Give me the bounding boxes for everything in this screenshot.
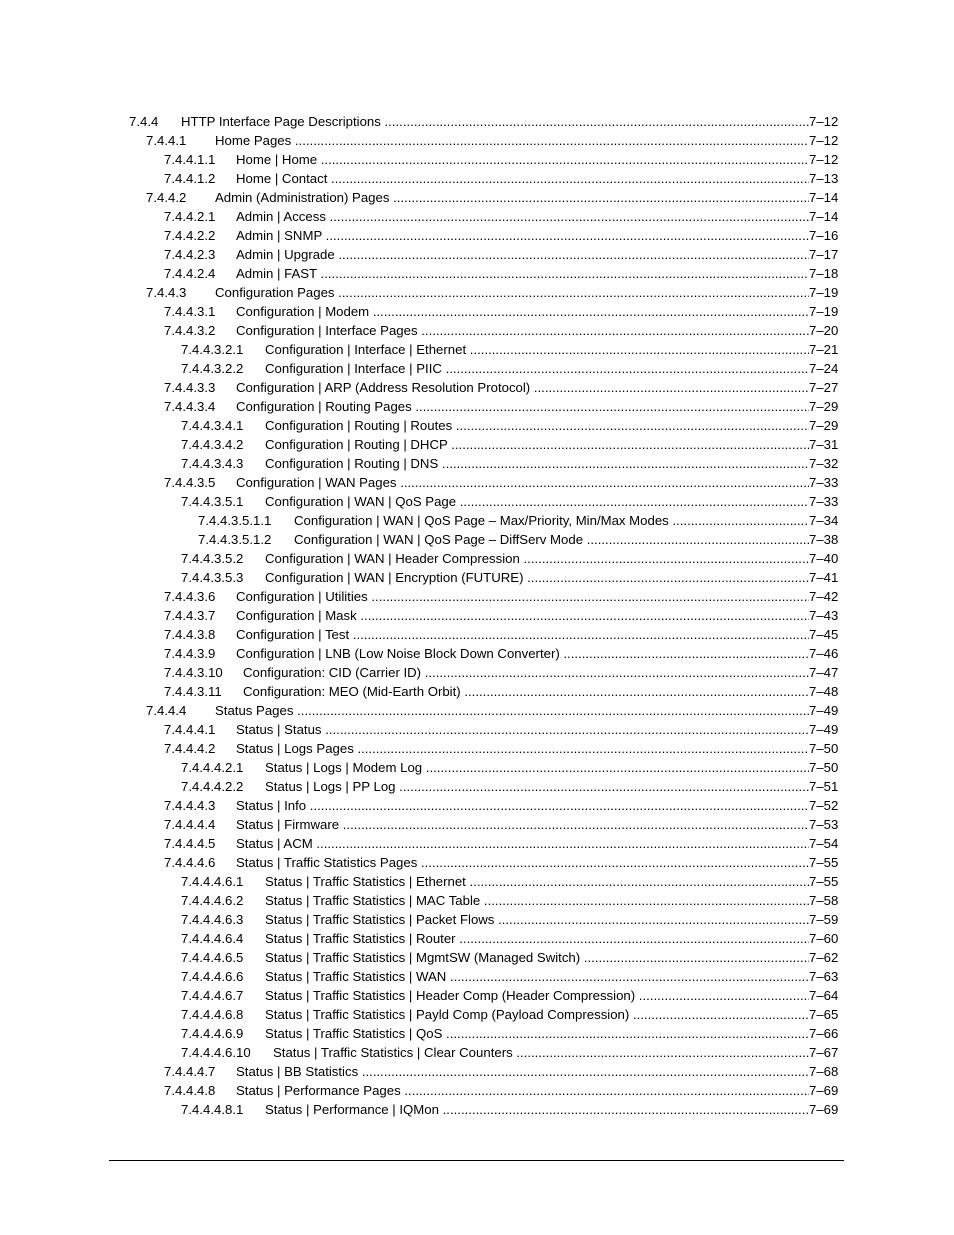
toc-entry[interactable] bbox=[0, 416, 954, 435]
toc-title: Status | Traffic Statistics | Packet Flows bbox=[265, 912, 495, 927]
toc-title: Configuration | WAN Pages bbox=[236, 475, 397, 490]
toc-title-with-leader bbox=[243, 682, 809, 701]
toc-title: Configuration | WAN | QoS Page – Max/Priority, Min/Max Modes bbox=[294, 513, 669, 528]
toc-page-number: 7–29 bbox=[809, 397, 841, 416]
toc-entry[interactable] bbox=[0, 131, 954, 150]
toc-entry[interactable] bbox=[0, 796, 954, 815]
toc-title-with-leader bbox=[265, 986, 809, 1005]
toc-title-with-leader bbox=[294, 511, 809, 530]
toc-section-number: 7.4.4.4.6.6 bbox=[181, 969, 244, 984]
toc-entry[interactable] bbox=[0, 302, 954, 321]
toc-page-number: 7–19 bbox=[809, 283, 841, 302]
toc-section-number: 7.4.4.3.10 bbox=[164, 665, 223, 680]
toc-title: Configuration | ARP (Address Resolution Protocol) bbox=[236, 380, 531, 395]
toc-section-number: 7.4.4.3.3 bbox=[164, 380, 216, 395]
toc-section-number: 7.4.4.4.6.7 bbox=[181, 988, 244, 1003]
toc-entry[interactable] bbox=[0, 606, 954, 625]
toc-entry[interactable] bbox=[0, 359, 954, 378]
toc-title: Configuration | WAN | QoS Page – DiffServ Mode bbox=[294, 532, 584, 547]
toc-title: Home | Contact bbox=[236, 171, 328, 186]
toc-section-number: 7.4.4.3.4.2 bbox=[181, 437, 244, 452]
toc-title-with-leader bbox=[265, 948, 809, 967]
toc-entry[interactable] bbox=[0, 169, 954, 188]
toc-section-number: 7.4.4.4.6.4 bbox=[181, 931, 244, 946]
toc-entry[interactable] bbox=[0, 891, 954, 910]
toc-title: Admin | Upgrade bbox=[236, 247, 335, 262]
toc-title: Status Pages bbox=[215, 703, 294, 718]
toc-section-number: 7.4.4.4.6.8 bbox=[181, 1007, 244, 1022]
toc-page-number: 7–51 bbox=[809, 777, 841, 796]
toc-title-with-leader bbox=[236, 302, 809, 321]
toc-title-with-leader bbox=[265, 359, 809, 378]
toc-page-number: 7–12 bbox=[809, 112, 841, 131]
toc-title-with-leader bbox=[236, 853, 809, 872]
toc-entry[interactable] bbox=[0, 663, 954, 682]
toc-entry[interactable] bbox=[0, 1024, 954, 1043]
toc-title: Admin (Administration) Pages bbox=[215, 190, 390, 205]
toc-entry[interactable] bbox=[0, 530, 954, 549]
toc-entry[interactable] bbox=[0, 264, 954, 283]
toc-page-number: 7–20 bbox=[809, 321, 841, 340]
toc-title: Status | Traffic Statistics | Router bbox=[265, 931, 456, 946]
toc-title: Configuration: CID (Carrier ID) bbox=[243, 665, 422, 680]
toc-title-with-leader bbox=[243, 663, 809, 682]
toc-page-number: 7–14 bbox=[809, 188, 841, 207]
toc-section-number: 7.4.4.3.11 bbox=[164, 684, 222, 699]
toc-title-with-leader bbox=[236, 245, 809, 264]
toc-title: Configuration | WAN | Header Compression bbox=[265, 551, 520, 566]
toc-entry[interactable] bbox=[0, 150, 954, 169]
toc-page-number: 7–33 bbox=[809, 492, 841, 511]
toc-title: Configuration | Modem bbox=[236, 304, 370, 319]
toc-entry[interactable] bbox=[0, 853, 954, 872]
toc-title: Configuration | Routing | Routes bbox=[265, 418, 453, 433]
toc-title: Status | Performance | IQMon bbox=[265, 1102, 439, 1117]
toc-title: Status | Logs Pages bbox=[236, 741, 354, 756]
toc-title-with-leader bbox=[236, 739, 809, 758]
toc-page-number: 7–29 bbox=[809, 416, 841, 435]
toc-title: Status | Traffic Statistics | Header Comp (Header Compression) bbox=[265, 988, 636, 1003]
toc-page-number: 7–27 bbox=[809, 378, 841, 397]
toc-title-with-leader bbox=[236, 150, 809, 169]
toc-title-with-leader bbox=[236, 796, 809, 815]
toc-page-number: 7–18 bbox=[809, 264, 841, 283]
toc-entry[interactable] bbox=[0, 1043, 954, 1062]
toc-title-with-leader bbox=[265, 891, 809, 910]
toc-page-number: 7–43 bbox=[809, 606, 841, 625]
toc-section-number: 7.4.4.4.6.1 bbox=[181, 874, 244, 889]
toc-section-number: 7.4.4.3.1 bbox=[164, 304, 216, 319]
toc-section-number: 7.4.4.4 bbox=[146, 703, 187, 718]
toc-page-number: 7–12 bbox=[809, 150, 841, 169]
toc-title: Status | Traffic Statistics | Clear Counters bbox=[273, 1045, 513, 1060]
toc-entry[interactable] bbox=[0, 321, 954, 340]
toc-title-with-leader bbox=[236, 644, 809, 663]
toc-entry[interactable] bbox=[0, 986, 954, 1005]
toc-title-with-leader bbox=[236, 606, 809, 625]
toc-page-number: 7–45 bbox=[809, 625, 841, 644]
toc-page-number: 7–40 bbox=[809, 549, 841, 568]
toc-section-number: 7.4.4.4.1 bbox=[164, 722, 216, 737]
toc-entry[interactable] bbox=[0, 739, 954, 758]
toc-page-number: 7–67 bbox=[809, 1043, 841, 1062]
toc-entry[interactable] bbox=[0, 568, 954, 587]
toc-entry[interactable] bbox=[0, 910, 954, 929]
toc-title: Configuration | Routing | DHCP bbox=[265, 437, 448, 452]
toc-title-with-leader bbox=[265, 1005, 809, 1024]
toc-entry[interactable] bbox=[0, 454, 954, 473]
toc-title-with-leader bbox=[236, 207, 809, 226]
toc-section-number: 7.4.4.3.6 bbox=[164, 589, 216, 604]
toc-entry[interactable] bbox=[0, 625, 954, 644]
toc-title-with-leader bbox=[265, 758, 809, 777]
toc-title-with-leader bbox=[236, 264, 809, 283]
toc-title: Configuration | LNB (Low Noise Block Down Converter) bbox=[236, 646, 560, 661]
toc-section-number: 7.4.4.4.8.1 bbox=[181, 1102, 244, 1117]
toc-page-number: 7–49 bbox=[809, 720, 841, 739]
toc-entry[interactable] bbox=[0, 967, 954, 986]
toc-title-with-leader bbox=[236, 321, 809, 340]
toc-page-number: 7–14 bbox=[809, 207, 841, 226]
toc-section-number: 7.4.4.3.4.3 bbox=[181, 456, 244, 471]
toc-entry[interactable] bbox=[0, 112, 954, 131]
toc-section-number: 7.4.4.2.4 bbox=[164, 266, 216, 281]
toc-title-with-leader bbox=[236, 169, 809, 188]
toc-page-number: 7–46 bbox=[809, 644, 841, 663]
toc-title-with-leader bbox=[273, 1043, 809, 1062]
toc-title: Home | Home bbox=[236, 152, 318, 167]
toc-page-number: 7–38 bbox=[809, 530, 841, 549]
toc-entry[interactable] bbox=[0, 701, 954, 720]
toc-title: Configuration | WAN | QoS Page bbox=[265, 494, 457, 509]
toc-title: Admin | FAST bbox=[236, 266, 317, 281]
toc-title: Status | BB Statistics bbox=[236, 1064, 359, 1079]
toc-title-with-leader bbox=[215, 701, 809, 720]
toc-entry[interactable] bbox=[0, 397, 954, 416]
toc-page-number: 7–32 bbox=[809, 454, 841, 473]
toc-entry[interactable] bbox=[0, 777, 954, 796]
toc-page-number: 7–68 bbox=[809, 1062, 841, 1081]
toc-entry[interactable] bbox=[0, 492, 954, 511]
toc-title: Configuration | Test bbox=[236, 627, 350, 642]
toc-title-with-leader bbox=[181, 112, 809, 131]
toc-page-number: 7–58 bbox=[809, 891, 841, 910]
toc-page-number: 7–66 bbox=[809, 1024, 841, 1043]
toc-entry[interactable] bbox=[0, 511, 954, 530]
toc-title-with-leader bbox=[265, 910, 809, 929]
toc-title-with-leader bbox=[265, 492, 809, 511]
toc-title-with-leader bbox=[265, 454, 809, 473]
toc-section-number: 7.4.4.3.9 bbox=[164, 646, 216, 661]
toc-title-with-leader bbox=[265, 1024, 809, 1043]
toc-section-number: 7.4.4 bbox=[129, 114, 159, 129]
toc-title: Configuration | Routing Pages bbox=[236, 399, 412, 414]
toc-page-number: 7–59 bbox=[809, 910, 841, 929]
toc-entry[interactable] bbox=[0, 207, 954, 226]
toc-section-number: 7.4.4.2 bbox=[146, 190, 187, 205]
toc-section-number: 7.4.4.3.4.1 bbox=[181, 418, 244, 433]
toc-title-with-leader bbox=[215, 188, 809, 207]
toc-page-number: 7–41 bbox=[809, 568, 841, 587]
toc-section-number: 7.4.4.4.6.5 bbox=[181, 950, 244, 965]
toc-title: Status | Logs | Modem Log bbox=[265, 760, 423, 775]
toc-title: Configuration Pages bbox=[215, 285, 335, 300]
toc-entry[interactable] bbox=[0, 834, 954, 853]
toc-section-number: 7.4.4.4.3 bbox=[164, 798, 216, 813]
toc-section-number: 7.4.4.3.4 bbox=[164, 399, 216, 414]
toc-entry[interactable] bbox=[0, 587, 954, 606]
toc-page-number: 7–60 bbox=[809, 929, 841, 948]
toc-entry[interactable] bbox=[0, 188, 954, 207]
toc-title: Status | ACM bbox=[236, 836, 313, 851]
toc-page-number: 7–47 bbox=[809, 663, 841, 682]
toc-entry[interactable] bbox=[0, 929, 954, 948]
toc-section-number: 7.4.4.2.1 bbox=[164, 209, 216, 224]
toc-title: Status | Info bbox=[236, 798, 307, 813]
toc-title-with-leader bbox=[265, 1100, 809, 1119]
toc-page-number: 7–42 bbox=[809, 587, 841, 606]
toc-section-number: 7.4.4.4.6.3 bbox=[181, 912, 244, 927]
toc-section-number: 7.4.4.3 bbox=[146, 285, 187, 300]
toc-title: Status | Traffic Statistics Pages bbox=[236, 855, 418, 870]
toc-title-with-leader bbox=[265, 929, 809, 948]
toc-page-number: 7–34 bbox=[809, 511, 841, 530]
toc-title: Status | Traffic Statistics | MgmtSW (Managed Switch) bbox=[265, 950, 581, 965]
toc-entry[interactable] bbox=[0, 872, 954, 891]
toc-title-with-leader bbox=[294, 530, 809, 549]
toc-section-number: 7.4.4.3.2.2 bbox=[181, 361, 244, 376]
toc-title: Configuration | Interface | PIIC bbox=[265, 361, 442, 376]
toc-page-number: 7–65 bbox=[809, 1005, 841, 1024]
toc-section-number: 7.4.4.3.5.1 bbox=[181, 494, 244, 509]
toc-entry[interactable] bbox=[0, 283, 954, 302]
toc-title: Status | Traffic Statistics | MAC Table bbox=[265, 893, 481, 908]
toc-section-number: 7.4.4.3.7 bbox=[164, 608, 216, 623]
toc-section-number: 7.4.4.3.5 bbox=[164, 475, 216, 490]
toc-section-number: 7.4.4.1.2 bbox=[164, 171, 216, 186]
toc-entry[interactable] bbox=[0, 815, 954, 834]
toc-entry[interactable] bbox=[0, 1081, 954, 1100]
toc-title: Status | Traffic Statistics | Ethernet bbox=[265, 874, 466, 889]
toc-section-number: 7.4.4.3.2 bbox=[164, 323, 216, 338]
toc-page-number: 7–49 bbox=[809, 701, 841, 720]
toc-entry[interactable] bbox=[0, 682, 954, 701]
toc-page-number: 7–63 bbox=[809, 967, 841, 986]
toc-title-with-leader bbox=[236, 473, 809, 492]
toc-title-with-leader bbox=[236, 625, 809, 644]
toc-title-with-leader bbox=[236, 226, 809, 245]
toc-entry[interactable] bbox=[0, 720, 954, 739]
toc-page-number: 7–52 bbox=[809, 796, 841, 815]
toc-title: Status | Performance Pages bbox=[236, 1083, 401, 1098]
toc-page-number: 7–12 bbox=[809, 131, 841, 150]
toc-page-number: 7–64 bbox=[809, 986, 841, 1005]
toc-title-with-leader bbox=[236, 1062, 809, 1081]
toc-page-number: 7–62 bbox=[809, 948, 841, 967]
toc-page-number: 7–55 bbox=[809, 872, 841, 891]
toc-entry[interactable] bbox=[0, 378, 954, 397]
toc-title: Configuration | WAN | Encryption (FUTURE) bbox=[265, 570, 524, 585]
toc-section-number: 7.4.4.4.8 bbox=[164, 1083, 216, 1098]
toc-section-number: 7.4.4.3.2.1 bbox=[181, 342, 244, 357]
toc-title: Configuration | Interface | Ethernet bbox=[265, 342, 467, 357]
toc-title: Configuration: MEO (Mid-Earth Orbit) bbox=[243, 684, 461, 699]
toc-title-with-leader bbox=[236, 720, 809, 739]
toc-entry[interactable] bbox=[0, 1062, 954, 1081]
toc-title-with-leader bbox=[236, 834, 809, 853]
toc-page-number: 7–50 bbox=[809, 758, 841, 777]
toc-page-number: 7–33 bbox=[809, 473, 841, 492]
toc-page-number: 7–69 bbox=[809, 1100, 841, 1119]
toc-section-number: 7.4.4.3.5.2 bbox=[181, 551, 244, 566]
toc-section-number: 7.4.4.1 bbox=[146, 133, 187, 148]
toc-page-number: 7–13 bbox=[809, 169, 841, 188]
toc-entry[interactable] bbox=[0, 226, 954, 245]
footer-rule bbox=[109, 1160, 844, 1161]
toc-title: Status | Logs | PP Log bbox=[265, 779, 396, 794]
toc-title-with-leader bbox=[236, 378, 809, 397]
toc-title-with-leader bbox=[215, 283, 809, 302]
toc-title-with-leader bbox=[215, 131, 809, 150]
toc-page-number: 7–55 bbox=[809, 853, 841, 872]
toc-entry[interactable] bbox=[0, 245, 954, 264]
toc-page-number: 7–21 bbox=[809, 340, 841, 359]
toc-title: Configuration | Routing | DNS bbox=[265, 456, 439, 471]
toc-section-number: 7.4.4.1.1 bbox=[164, 152, 216, 167]
toc-title: Configuration | Utilities bbox=[236, 589, 368, 604]
toc-section-number: 7.4.4.2.2 bbox=[164, 228, 216, 243]
toc-title-with-leader bbox=[236, 1081, 809, 1100]
toc-section-number: 7.4.4.3.5.1.1 bbox=[198, 513, 272, 528]
toc-title: Status | Status bbox=[236, 722, 322, 737]
toc-page-number: 7–19 bbox=[809, 302, 841, 321]
toc-title: Status | Traffic Statistics | QoS bbox=[265, 1026, 443, 1041]
toc-entry[interactable] bbox=[0, 758, 954, 777]
toc-title-with-leader bbox=[265, 967, 809, 986]
toc-page-number: 7–69 bbox=[809, 1081, 841, 1100]
table-of-contents bbox=[0, 112, 954, 1119]
toc-page-number: 7–53 bbox=[809, 815, 841, 834]
toc-entry[interactable] bbox=[0, 1100, 954, 1119]
toc-page-number: 7–48 bbox=[809, 682, 841, 701]
toc-entry[interactable] bbox=[0, 340, 954, 359]
toc-section-number: 7.4.4.4.6.2 bbox=[181, 893, 244, 908]
toc-section-number: 7.4.4.4.6 bbox=[164, 855, 216, 870]
toc-entry[interactable] bbox=[0, 1005, 954, 1024]
toc-title-with-leader bbox=[236, 397, 809, 416]
toc-title: Status | Traffic Statistics | WAN bbox=[265, 969, 447, 984]
toc-section-number: 7.4.4.4.2 bbox=[164, 741, 216, 756]
toc-entry[interactable] bbox=[0, 473, 954, 492]
toc-section-number: 7.4.4.4.6.10 bbox=[181, 1045, 251, 1060]
toc-title: Admin | SNMP bbox=[236, 228, 322, 243]
toc-page-number: 7–31 bbox=[809, 435, 841, 454]
toc-title-with-leader bbox=[265, 340, 809, 359]
toc-page-number: 7–17 bbox=[809, 245, 841, 264]
toc-entry[interactable] bbox=[0, 435, 954, 454]
toc-section-number: 7.4.4.4.4 bbox=[164, 817, 216, 832]
toc-page-number: 7–24 bbox=[809, 359, 841, 378]
toc-section-number: 7.4.4.3.5.3 bbox=[181, 570, 244, 585]
toc-section-number: 7.4.4.4.2.2 bbox=[181, 779, 244, 794]
toc-title: Home Pages bbox=[215, 133, 292, 148]
toc-section-number: 7.4.4.3.8 bbox=[164, 627, 216, 642]
toc-section-number: 7.4.4.4.7 bbox=[164, 1064, 216, 1079]
toc-section-number: 7.4.4.2.3 bbox=[164, 247, 216, 262]
toc-section-number: 7.4.4.4.2.1 bbox=[181, 760, 244, 775]
toc-title-with-leader bbox=[265, 416, 809, 435]
toc-title: HTTP Interface Page Descriptions bbox=[181, 114, 381, 129]
toc-title: Configuration | Interface Pages bbox=[236, 323, 418, 338]
toc-title-with-leader bbox=[265, 549, 809, 568]
toc-title: Configuration | Mask bbox=[236, 608, 357, 623]
toc-title: Status | Traffic Statistics | Payld Comp (Payload Compression) bbox=[265, 1007, 630, 1022]
toc-section-number: 7.4.4.3.5.1.2 bbox=[198, 532, 272, 547]
toc-title: Status | Firmware bbox=[236, 817, 340, 832]
toc-title-with-leader bbox=[236, 587, 809, 606]
toc-section-number: 7.4.4.4.6.9 bbox=[181, 1026, 244, 1041]
toc-page-number: 7–54 bbox=[809, 834, 841, 853]
toc-page-number: 7–16 bbox=[809, 226, 841, 245]
toc-entry[interactable] bbox=[0, 549, 954, 568]
toc-entry[interactable] bbox=[0, 948, 954, 967]
toc-entry[interactable] bbox=[0, 644, 954, 663]
toc-title-with-leader bbox=[265, 435, 809, 454]
toc-title-with-leader bbox=[265, 777, 809, 796]
toc-title-with-leader bbox=[236, 815, 809, 834]
toc-title-with-leader bbox=[265, 872, 809, 891]
toc-page-number: 7–50 bbox=[809, 739, 841, 758]
toc-title: Admin | Access bbox=[236, 209, 326, 224]
toc-title-with-leader bbox=[265, 568, 809, 587]
toc-section-number: 7.4.4.4.5 bbox=[164, 836, 216, 851]
